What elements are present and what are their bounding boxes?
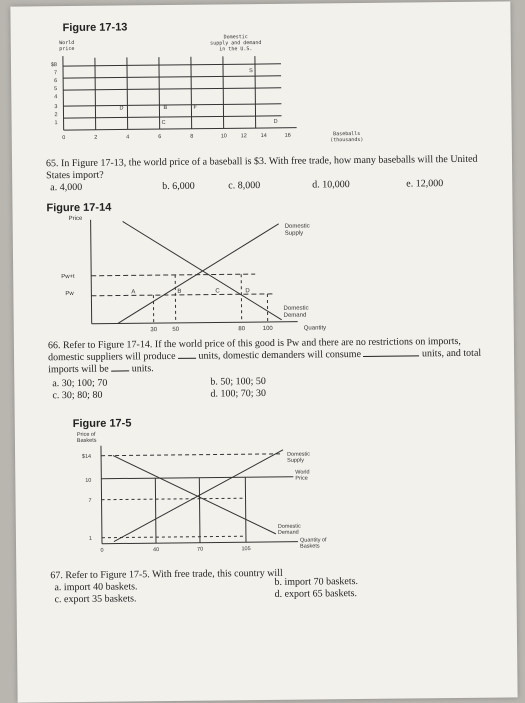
fig3-x-tick: 70	[197, 547, 203, 553]
fig3-demand-label-line1: Domestic	[278, 524, 301, 530]
fig1-x-tick: 14	[261, 133, 267, 139]
fig1-region-label: F	[193, 105, 197, 111]
fig3-domestic-demand-curve	[113, 454, 276, 536]
fig1-x-tick: 8	[190, 134, 193, 140]
fig1-top-label-line1: Domestic	[161, 33, 311, 41]
fig3-y-tick: 10	[85, 478, 91, 484]
fig1-x-tick: 6	[158, 134, 161, 140]
q67-option-b[interactable]: b. import 70 baskets.	[274, 576, 358, 588]
fig2-x-tick: 80	[238, 326, 245, 332]
fig1-y-tick: 6	[54, 78, 57, 84]
fig2-area-label: D	[245, 288, 250, 294]
fig1-y-tick: 1	[54, 120, 57, 126]
q67-option-a[interactable]: a. import 40 baskets.	[54, 581, 137, 593]
fig3-world-price-line	[101, 477, 293, 479]
fig1-y-tick: 7	[54, 70, 57, 76]
fig3-x-label-line1: Quantity of	[300, 537, 327, 543]
fig3-supply-label-line1: Domestic	[287, 452, 310, 458]
fig1-y-tick: 4	[54, 94, 57, 100]
fig3-guide-line	[155, 478, 156, 543]
fig2-supply-label-line1: Domestic	[285, 224, 310, 230]
fig2-x-tick: 100	[263, 326, 274, 332]
figure-17-13-title: Figure 17-13	[63, 21, 128, 34]
q65-option-c[interactable]: c. 8,000	[228, 180, 260, 191]
fig1-x-tick: 10	[221, 133, 227, 139]
q66-text-part3: units, and total imports will be	[48, 348, 481, 376]
fig2-area-label: A	[131, 289, 135, 295]
q66-option-c[interactable]: c. 30; 80; 80	[52, 390, 102, 402]
q66-text-part4: units.	[132, 363, 154, 374]
fig2-y-axis-label: Price	[69, 216, 83, 222]
fig3-x-tick: 105	[241, 546, 250, 552]
fig1-region-label: D	[119, 105, 123, 111]
fig1-x-tick: 16	[285, 133, 291, 139]
q66-option-a[interactable]: a. 30; 100; 70	[52, 378, 107, 390]
fig2-supply-label-line2: Supply	[285, 231, 303, 237]
fig1-x-tick: 4	[126, 134, 129, 140]
fig3-price-14-line	[101, 454, 283, 456]
question-65: 65. In Figure 17-13, the world price of a baseball is $3. With free trade, how many baseballs will the United States import?	[46, 154, 486, 183]
fig3-y-axis	[101, 446, 102, 544]
q67-option-c[interactable]: c. export 35 baskets.	[55, 593, 137, 605]
fig1-x-label-line2: (thousands)	[312, 137, 382, 144]
fig3-y-tick: $14	[82, 454, 91, 460]
q65-option-d[interactable]: d. 10,000	[312, 179, 350, 190]
fig1-top-label-line3: in the U.S.	[161, 45, 311, 53]
question-67: 67. Refer to Figure 17-5. With free trade, this country will	[50, 566, 490, 583]
fig3-guide-line	[199, 478, 200, 543]
fig2-x-axis-label: Quantity	[304, 325, 326, 331]
fig1-y-tick: 3	[54, 104, 57, 110]
fig2-x-tick: 30	[150, 327, 157, 333]
q65-option-a[interactable]: a. 4,000	[50, 182, 82, 193]
q66-option-d[interactable]: d. 100; 70; 30	[210, 388, 266, 400]
fig1-y-label-line2: price	[47, 46, 87, 52]
fig3-y-label-line2: Baskets	[77, 438, 97, 444]
fig3-x-tick: 0	[101, 548, 104, 554]
fig1-y-tick: 5	[54, 86, 57, 92]
fig1-x-label-line1: Baseballs	[312, 131, 382, 138]
fig3-domestic-supply-curve	[113, 450, 284, 542]
fig2-x-tick: 50	[172, 327, 179, 333]
q67-option-d[interactable]: d. export 65 baskets.	[274, 588, 357, 600]
fig1-region-label: C	[162, 120, 166, 126]
fig1-top-label-line2: supply and demand	[161, 39, 311, 47]
worksheet-page	[10, 1, 517, 702]
q65-option-e[interactable]: e. 12,000	[406, 178, 443, 189]
q66-option-b[interactable]: b. 50; 100; 50	[210, 376, 266, 388]
q66-text-part1: 66. Refer to Figure 17-14. If the world price of this good is Pw and there are no restrictions on imports, domestic suppliers will produce	[48, 336, 461, 363]
fig3-y-tick: 1	[89, 536, 92, 542]
fig1-region-label: D	[274, 119, 278, 125]
figure-17-5-diagram	[10, 1, 516, 566]
fig3-demand-label-line2: Demand	[278, 530, 299, 536]
fig3-guide-line	[245, 477, 246, 542]
fig1-x-tick: 2	[94, 135, 97, 141]
fig2-area-label: B	[177, 289, 181, 295]
fig1-y-tick: $8	[51, 62, 57, 68]
fig1-x-tick: 12	[241, 133, 247, 139]
figure-17-14-title: Figure 17-14	[46, 202, 111, 215]
fig3-x-label-line2: Baskets	[300, 543, 320, 549]
q65-option-b[interactable]: b. 6,000	[162, 181, 195, 192]
fig1-x-tick: 0	[62, 135, 65, 141]
fig3-world-price-label-line1: World	[295, 470, 309, 476]
fig1-region-label: B	[163, 105, 167, 111]
fig1-y-label-line1: World	[47, 40, 87, 46]
q66-text-part2: units, domestic demanders will consume	[198, 349, 361, 362]
fig2-price-label-pw-t: Pw+t	[61, 274, 75, 280]
figure-17-5-title: Figure 17-5	[73, 417, 132, 430]
fig3-supply-label-line2: Supply	[287, 458, 304, 464]
fig2-demand-label-line1: Domestic	[284, 306, 309, 312]
fig2-area-label: C	[215, 288, 220, 294]
fig1-region-label: S	[249, 68, 253, 74]
fig3-y-tick: 7	[88, 498, 91, 504]
fig2-demand-label-line2: Demand	[284, 313, 307, 319]
fig3-price-7-line	[102, 498, 246, 500]
fig3-y-label-line1: Price of	[77, 432, 96, 438]
fig3-world-price-label-line2: Price	[295, 476, 308, 482]
fig3-x-tick: 40	[153, 547, 159, 553]
fig1-y-tick: 2	[54, 112, 57, 118]
fig2-price-label-pw: Pw	[65, 291, 74, 297]
